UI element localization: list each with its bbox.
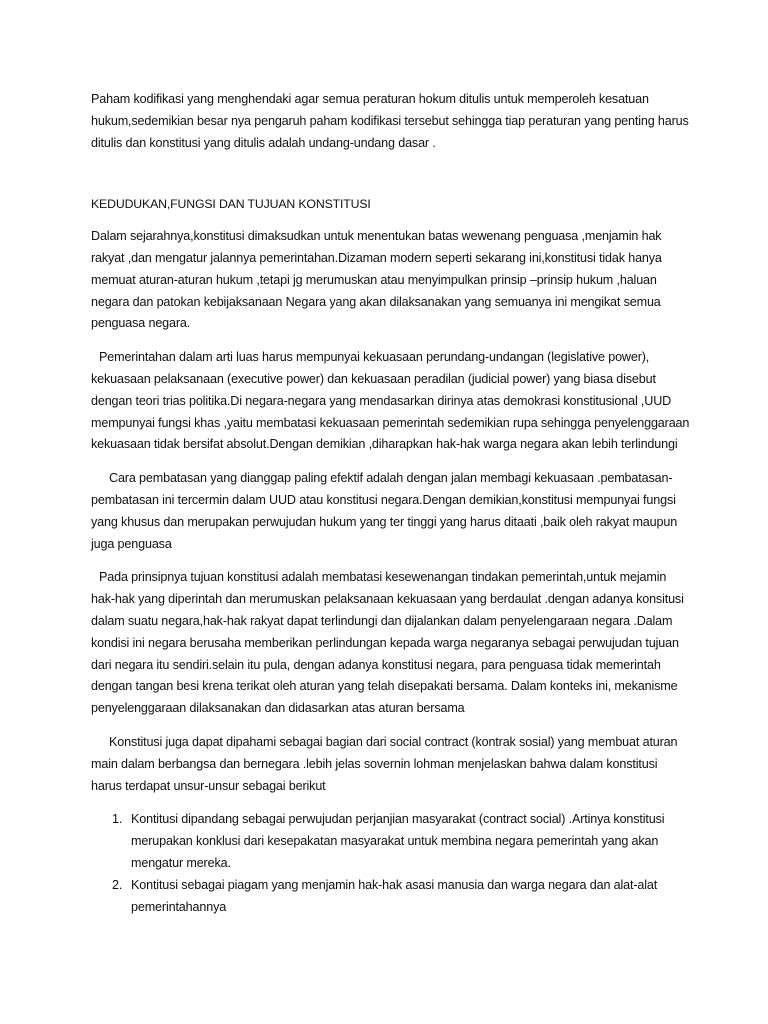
paragraph-4: Pada prinsipnya tujuan konstitusi adalah membatasi kesewenangan tindakan pemerintah,untuk mejamin hak-hak yang diperintah dan merumuskan pelaksanaan kekuasaan yang berdaulat .dengan adanya konsitusi dalam suatu negara,hak-hak rakyat dapat terlindungi dan dijalankan dalam penyelengaraan negara .Dalam kondisi ini negara berusaha memberikan perlindungan kepada warga negaranya sebagai perwujudan tujuan dari negara itu sendiri.selain itu pula, dengan adanya konstitusi negara, para penguasa tidak memerintah dengan tangan besi krena terikat oleh aturan yang telah disepakati bersama. Dalam konteks ini, mekanisme penyelenggaraan dilaksanakan dan didasarkan atas aturan bersama <box>91 570 684 716</box>
section-heading: KEDUDUKAN,FUNGSI DAN TUJUAN KONSTITUSI <box>91 197 371 212</box>
list-item <box>112 875 691 919</box>
document-page <box>91 89 691 918</box>
numbered-list <box>112 809 691 918</box>
intro-paragraph: Paham kodifikasi yang menghendaki agar semua peraturan hokum ditulis untuk memperoleh kesatuan hukum,sedemikian besar nya pengaruh paham kodifikasi tersebut sehingga tiap peraturan yang penting harus ditulis dan konstitusi yang ditulis adalah undang-undang dasar . <box>91 92 689 150</box>
list-item-number: 2. <box>112 877 123 892</box>
list-item-text: Kontitusi dipandang sebagai perwujudan perjanjian masyarakat (contract social) .Artinya konstitusi merupakan konklusi dari kesepakatan masyarakat untuk membina negara pemerintah yang akan mengatur mereka. <box>131 812 665 870</box>
list-item-text: Kontitusi sebagai piagam yang menjamin hak-hak asasi manusia dan warga negara dan alat-alat pemerintahannya <box>131 877 658 914</box>
paragraph-1: Dalam sejarahnya,konstitusi dimaksudkan untuk menentukan batas wewenang penguasa ,menjamin hak rakyat ,dan mengatur jalannya pemerintahan.Dizaman modern seperti sekarang ini,konstitusi tidak hanya memuat aturan-aturan hukum ,tetapi jg merumuskan atau menyimpulkan prinsip –prinsip hukum ,haluan negara dan patokan kebijaksanaan Negara yang akan dilaksanakan yang semuanya ini mengikat semua penguasa negara. <box>91 229 662 331</box>
list-item <box>112 809 691 874</box>
paragraph-3: Cara pembatasan yang dianggap paling efektif adalah dengan jalan membagi kekuasaan .pembatasan-pembatasan ini tercermin dalam UUD atau konstitusi negara.Dengan demikian,konstitusi mempunyai fungsi yang khusus dan merupakan perwujudan hukum yang ter tinggi yang harus ditaati ,baik oleh rakyat maupun juga penguasa <box>91 471 678 551</box>
paragraph-2: Pemerintahan dalam arti luas harus mempunyai kekuasaan perundang-undangan (legislative power), kekuasaan pelaksanaan (executive power) dan kekuasaan peradilan (judicial power) yang biasa disebut dengan teori trias politika.Di negara-negara yang mendasarkan dirinya atas demokrasi konstitusional ,UUD mempunyai fungsi khas ,yaitu membatasi kekuasaan pemerintah sedemikian rupa sehingga penyelenggaraan kekuasaan tidak bersifat absolut.Dengan demikian ,diharapkan hak-hak warga negara akan lebih terlindungi <box>91 350 690 452</box>
paragraph-5: Konstitusi juga dapat dipahami sebagai bagian dari social contract (kontrak sosial) yang membuat aturan main dalam berbangsa dan bernegara .lebih jelas sovernin lohman menjelaskan bahwa dalam konstitusi harus terdapat unsur-unsur sebagai berikut <box>91 734 678 793</box>
list-item-number: 1. <box>112 812 123 827</box>
